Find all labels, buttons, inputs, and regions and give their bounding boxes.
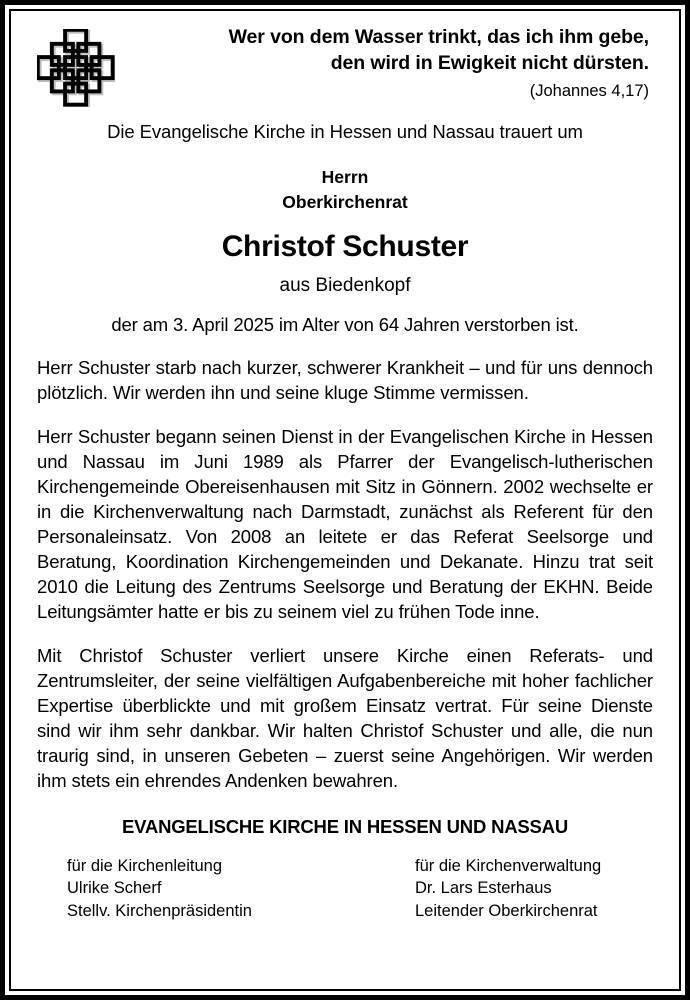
paragraph-3: Mit Christof Schuster verliert unsere Kirche einen Referats- und Zentrumsleiter, der seine vielfältigen Aufgabenbereiche mit hoher fachlicher Expertise überblickte und mit großem Einsatz vertrat. Für seine Dienste sind wir ihm sehr dankbar. Wir halten Christof Schuster und alle, die nun traurig sind, in unseren Gebeten – zuerst seine Angehörigen. Wir werden ihm stets ein ehrendes Andenken bewahren.	[37, 645, 653, 791]
signatory-1-on-behalf-of: für die Kirchenleitung	[67, 856, 223, 875]
verse-line-2: den wird in Ewigkeit nicht dürsten.	[330, 51, 649, 74]
signatory-2-name: Dr. Lars Esterhaus	[415, 879, 552, 898]
deceased-origin: aus Biedenkopf	[279, 274, 411, 296]
signature-block	[37, 855, 653, 923]
salutation-herrn: Herrn	[321, 167, 369, 187]
logo-container	[37, 25, 129, 107]
paragraph-2: Herr Schuster begann seinen Dienst in der Evangelischen Kirche in Hessen und Nassau im Juni 1989 als Pfarrer der Evangelisch-lutherischen Kirchengemeinde Obereisenhausen mit Sitz in Gönnern. 2002 wechselte er in die Kirchenverwaltung nach Darmstadt, zunächst als Referent für den Personaleinsatz. Von 2008 an leitete er das Referat Seelsorge und Beratung, Koordination Kirchengemeinden und Dekanate. Hinzu trat seit 2010 die Leitung des Zentrums Seelsorge und Beratung der EKHN. Beide Leitungsämter hatte er bis zu seinem viel zu frühen Tode inne.	[37, 426, 653, 622]
deceased-name: Christof Schuster	[221, 229, 469, 263]
signatory-1-role: Stellv. Kirchenpräsidentin	[67, 901, 252, 920]
death-statement: der am 3. April 2025 im Alter von 64 Jahren verstorben ist.	[111, 313, 579, 335]
signatory-kirchenverwaltung	[407, 855, 649, 923]
verse-reference: (Johannes 4,17)	[529, 81, 649, 100]
signatory-kirchenleitung	[41, 855, 407, 923]
bible-verse	[129, 25, 653, 103]
verse-line-1: Wer von dem Wasser trinkt, das ich ihm gebe,	[228, 26, 649, 48]
salutation-block	[37, 165, 653, 215]
signatory-2-on-behalf-of: für die Kirchenverwaltung	[415, 856, 602, 875]
deceased-title: Oberkirchenrat	[282, 191, 408, 212]
obituary-inner-frame	[9, 9, 681, 991]
header	[37, 25, 653, 107]
organization-name: EVANGELISCHE KIRCHE IN HESSEN UND NASSAU	[122, 815, 568, 837]
ekhn-cross-logo	[37, 29, 115, 107]
paragraph-1: Herr Schuster starb nach kurzer, schwerer Krankheit – und für uns dennoch plötzlich. Wir werden ihn und seine kluge Stimme vermissen.	[37, 356, 653, 403]
mourning-intro: Die Evangelische Kirche in Hessen und Nassau trauert um	[107, 121, 583, 142]
signatory-1-name: Ulrike Scherf	[67, 879, 162, 898]
signatory-2-role: Leitender Oberkirchenrat	[415, 901, 598, 920]
